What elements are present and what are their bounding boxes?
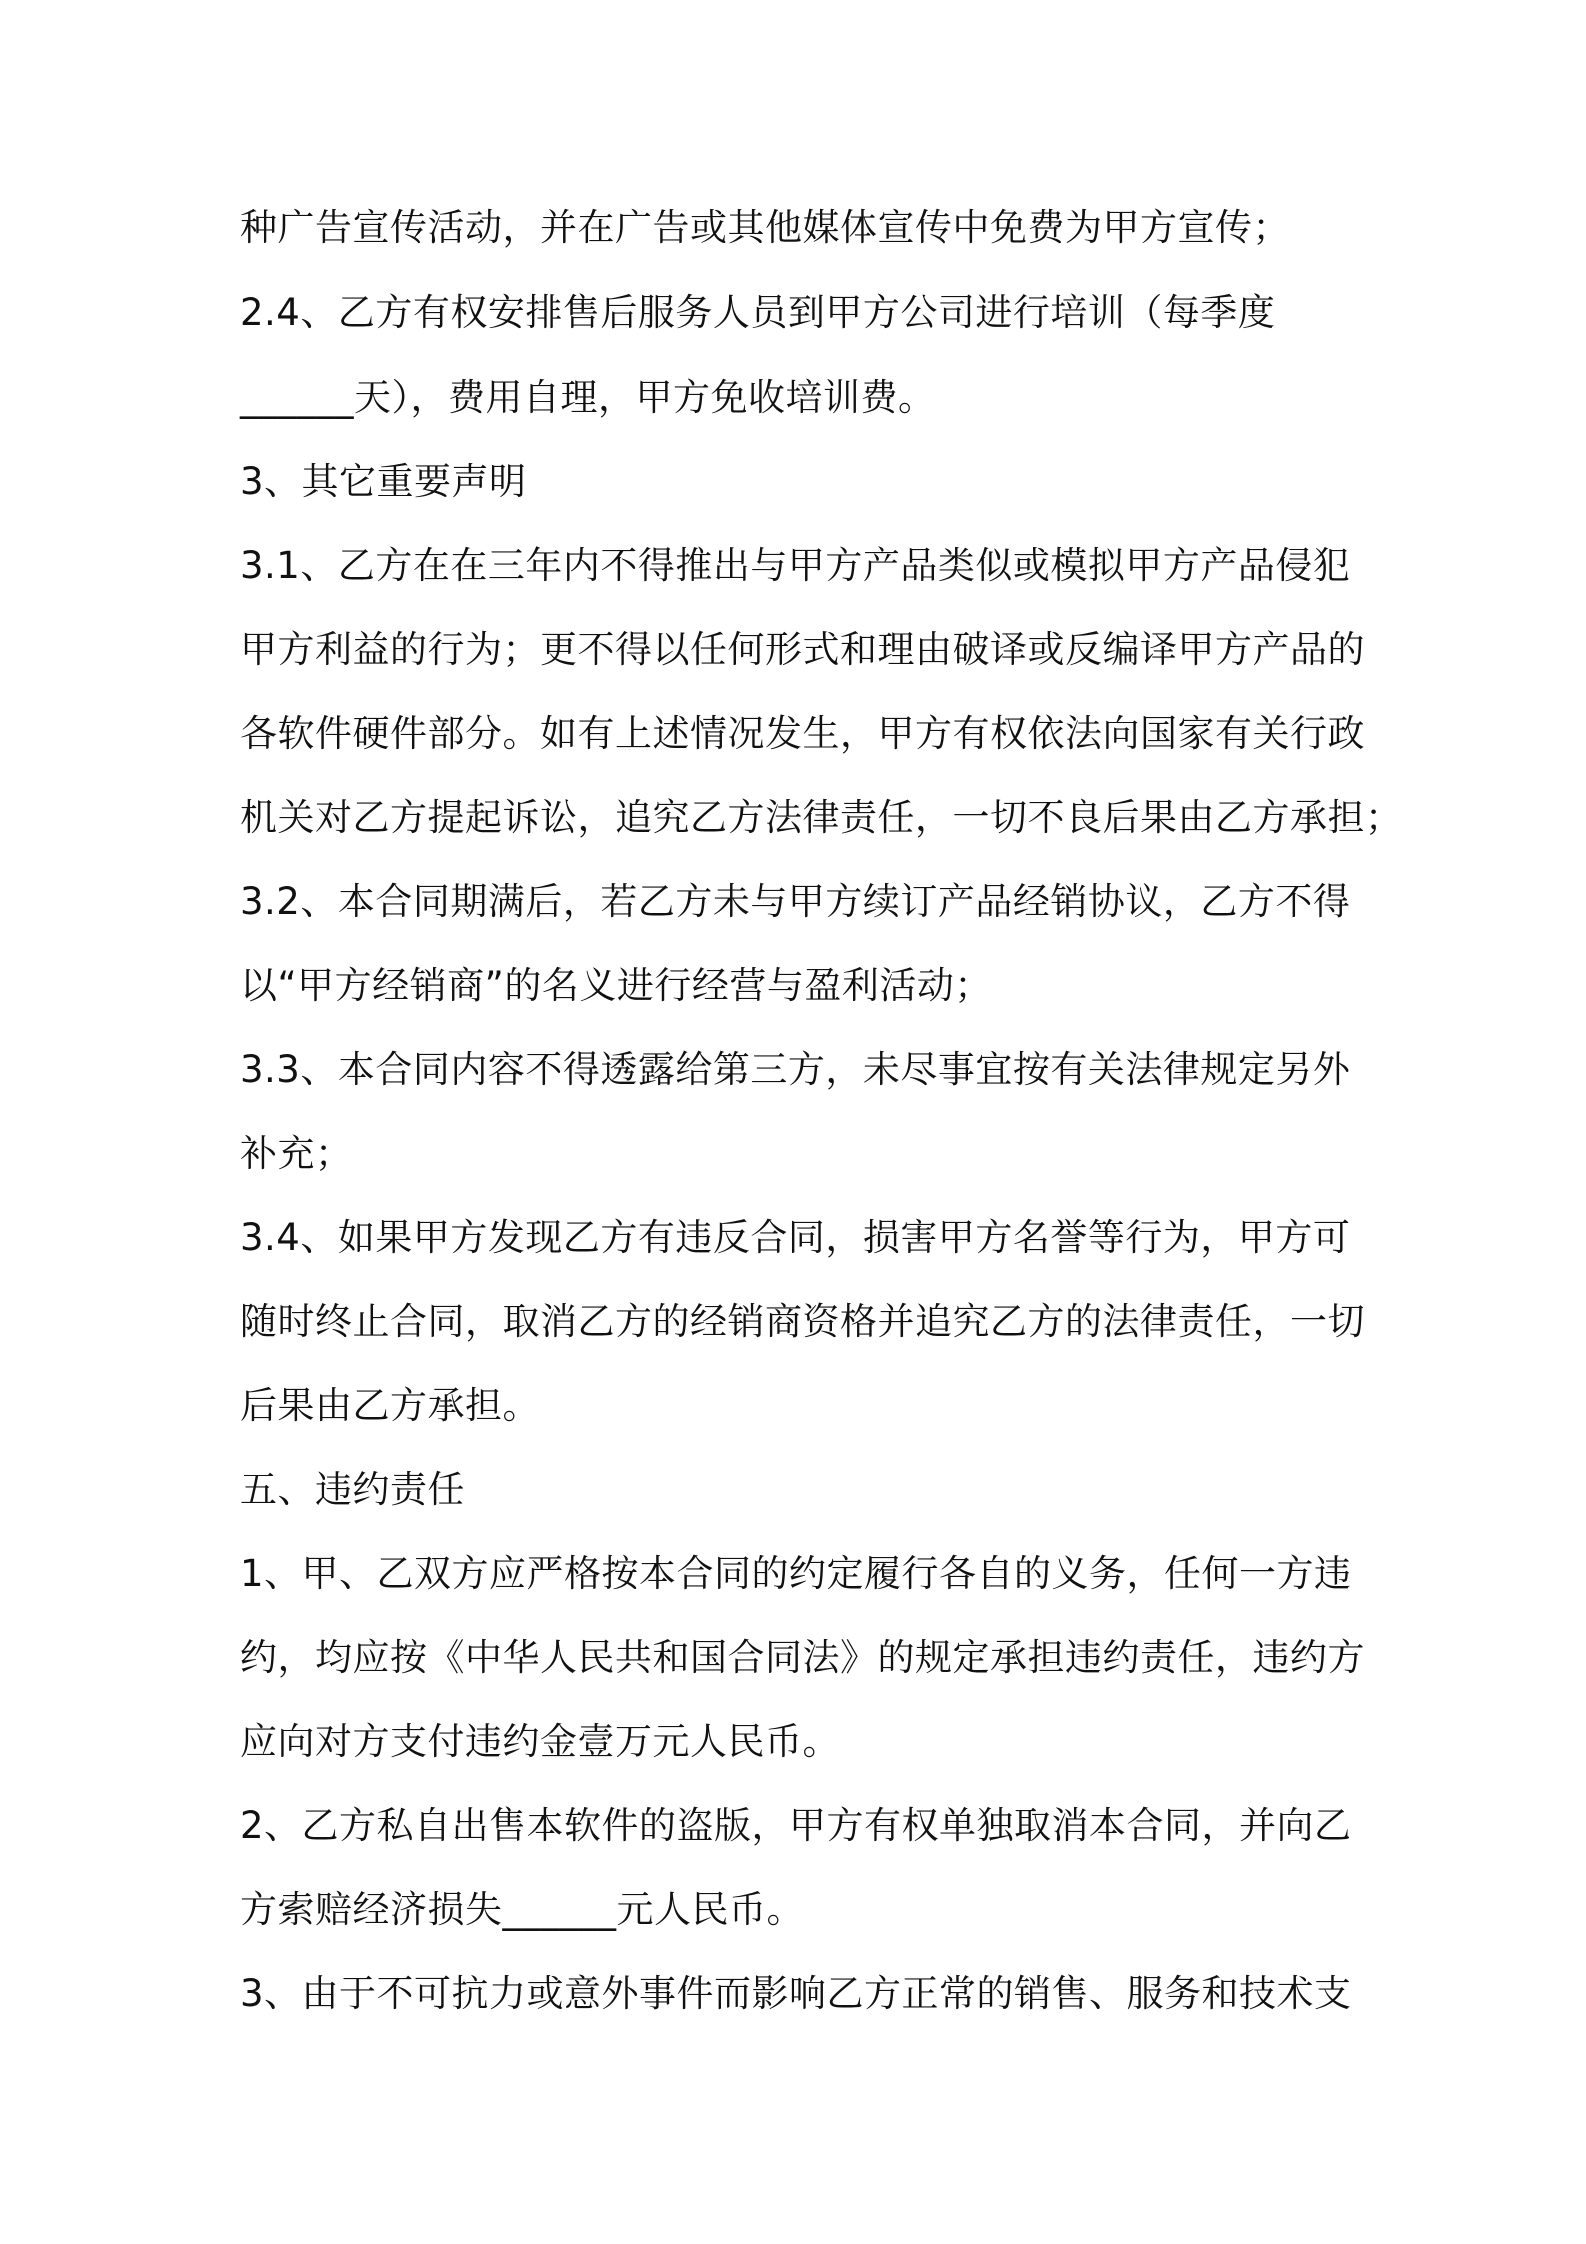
text-line: 3、由于不可抗力或意外事件而影响乙方正常的销售、服务和技术支 [240,1972,1352,2015]
section-heading: 3、其它重要声明 [240,460,527,503]
text-line: 3.4、如果甲方发现乙方有违反合同，损害甲方名誉等行为，甲方可 [240,1216,1351,1259]
text-line: 随时终止合同，取消乙方的经销商资格并追究乙方的法律责任，一切 [240,1300,1365,1343]
text-line: 约，均应按《中华人民共和国合同法》的规定承担违约责任，违约方 [240,1636,1365,1679]
text-line: 后果由乙方承担。 [240,1384,540,1427]
text-line: 2.4、乙方有权安排售后服务人员到甲方公司进行培训（每季度 [240,291,1276,334]
text-line: 应向对方支付违约金壹万元人民币。 [240,1720,840,1763]
text-line: 1、甲、乙双方应严格按本合同的约定履行各自的义务，任何一方违 [240,1552,1352,1595]
text-line: 2、乙方私自出售本软件的盗版，甲方有权单独取消本合同，并向乙 [240,1804,1352,1847]
text-line: 3.1、乙方在在三年内不得推出与甲方产品类似或模拟甲方产品侵犯 [240,544,1351,587]
text-line: 3.2、本合同期满后，若乙方未与甲方续订产品经销协议，乙方不得 [240,880,1351,923]
text-line: 各软件硬件部分。如有上述情况发生，甲方有权依法向国家有关行政 [240,712,1365,755]
text-line: ______天），费用自理，甲方免收培训费。 [240,376,936,419]
text-line: 3.3、本合同内容不得透露给第三方，未尽事宜按有关法律规定另外 [240,1048,1351,1091]
text-line: 补充； [240,1132,353,1175]
text-line: 机关对乙方提起诉讼，追究乙方法律责任，一切不良后果由乙方承担； [240,796,1403,839]
section-heading: 五、违约责任 [240,1468,465,1511]
text-line: 以“甲方经销商”的名义进行经营与盈利活动； [240,964,992,1007]
text-line: 种广告宣传活动，并在广告或其他媒体宣传中免费为甲方宣传； [240,206,1290,249]
text-line: 甲方利益的行为；更不得以任何形式和理由破译或反编译甲方产品的 [240,628,1365,671]
text-line: 方索赔经济损失______元人民币。 [240,1888,804,1931]
